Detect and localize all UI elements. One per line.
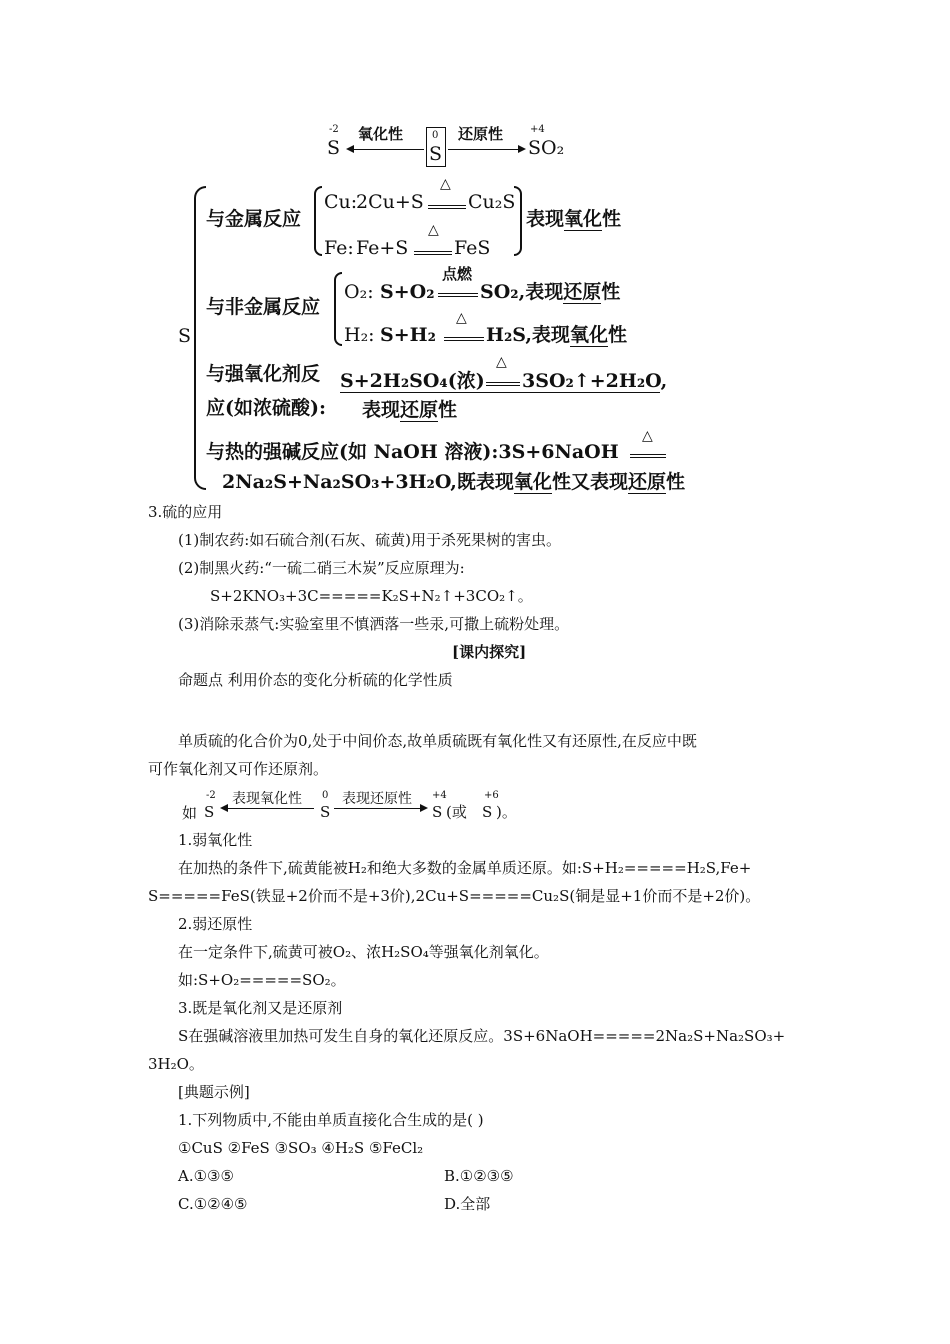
so2-right: SO₂ [528, 137, 565, 159]
h2-post: 性 [607, 324, 627, 346]
oxidant-res-pre: 表现 [362, 399, 401, 421]
nonmetal-reaction-label: 与非金属反应 [206, 296, 321, 318]
section3-p3: (3)消除汞蒸气:实验室里不慎洒落一些汞,可撒上硫粉处理。 [178, 615, 570, 633]
question-items: ①CuS ②FeS ③SO₃ ④H₂S ⑤FeCl₂ [178, 1139, 424, 1157]
s0: S [429, 143, 443, 165]
main-brace [194, 186, 206, 490]
metal-brace-right [514, 186, 522, 256]
h3-p2: 3H₂O。 [148, 1055, 204, 1073]
option-b[interactable]: B.①②③⑤ [444, 1167, 514, 1185]
heat-triangle: △ [440, 176, 451, 192]
chain-end: )。 [496, 803, 517, 821]
inquiry-topic: 命题点 利用价态的变化分析硫的化学性质 [178, 671, 453, 689]
chain-label-ox: 表现氧化性 [232, 791, 302, 807]
equals-line [630, 454, 666, 458]
h2-prefix: H₂: [344, 324, 375, 346]
chain-v1: -2 [206, 790, 216, 801]
h2-p2: 如:S+O₂=====SO₂。 [178, 971, 346, 989]
chain-arrow-ox [222, 808, 314, 809]
h2-rhs [486, 323, 627, 347]
cu-lhs: 2Cu+S [356, 191, 424, 213]
h3-title: 3.既是氧化剂又是还原剂 [178, 999, 343, 1017]
h1-title: 1.弱氧化性 [178, 831, 253, 849]
chain-v4: +6 [484, 790, 499, 801]
base-key2: 还原 [627, 471, 666, 493]
h1-p2: S=====FeS(铁显+2价而不是+3价),2Cu+S=====Cu₂S(铜是显+1价而不是+2价)。 [148, 887, 761, 905]
eq-underline [340, 392, 660, 393]
metal-result [526, 207, 621, 231]
oxidant-label-1: 与强氧化剂反 [206, 363, 321, 385]
fe-rhs: FeS [454, 237, 491, 259]
inquiry-heading: [课内探究] [452, 643, 527, 661]
chain-v2: 0 [322, 790, 329, 801]
base-key1: 氧化 [513, 471, 552, 493]
o2-rhs-text: SO₂,表现 [480, 281, 564, 303]
o2-rhs [480, 280, 620, 304]
o2-key: 还原 [563, 281, 602, 303]
inquiry-intro-1: 单质硫的化合价为0,处于中间价态,故单质硫既有氧化性又有还原性,在反应中既 [178, 732, 697, 750]
o2-post: 性 [601, 281, 621, 303]
chain-s3: S [432, 803, 443, 821]
reduction-label: 还原性 [458, 125, 504, 143]
equals-line [414, 251, 452, 255]
heat-triangle: △ [428, 222, 439, 238]
section3-p1: (1)制农药:如石硫合剂(石灰、硫黄)用于杀死果树的害虫。 [178, 531, 562, 549]
s0-valence: 0 [432, 130, 439, 141]
s-box [426, 127, 446, 167]
option-a[interactable]: A.①③⑤ [178, 1167, 234, 1185]
option-d[interactable]: D.全部 [444, 1195, 491, 1213]
result-key: 氧化 [564, 208, 603, 230]
h2-lhs: S+H₂ [380, 324, 436, 346]
section3-p2: (2)制黑火药:“一硫二硝三木炭”反应原理为: [178, 559, 465, 577]
cu-rhs: Cu₂S [468, 191, 516, 213]
oxidant-eq-lhs: S+2H₂SO₄(浓) [340, 370, 485, 392]
h2-key: 氧化 [569, 324, 608, 346]
h3-p1: S在强碱溶液里加热可发生自身的氧化还原反应。3S+6NaOH=====2Na₂S+Na₂SO₃+ [178, 1027, 786, 1045]
s-minus2-valence: -2 [329, 124, 339, 135]
chain-ru: 如 [182, 804, 198, 822]
equals-line [444, 337, 484, 341]
result-pre: 表现 [526, 208, 565, 230]
base-line-1: 与热的强碱反应(如 NaOH 溶液):3S+6NaOH [206, 441, 619, 463]
cu-prefix: Cu: [324, 191, 358, 213]
heat-triangle: △ [496, 354, 507, 370]
equals-line [486, 382, 520, 386]
chain-s4: S [482, 803, 493, 821]
equals-line [438, 293, 478, 297]
chain-s1: S [204, 803, 215, 821]
chain-v3: +4 [432, 790, 447, 801]
chain-or: (或 [446, 803, 467, 821]
ignite-label: 点燃 [442, 265, 473, 283]
metal-brace [314, 186, 322, 256]
h2-rhs-text: H₂S,表现 [486, 324, 570, 346]
chain-label-red: 表现还原性 [342, 791, 412, 807]
inquiry-intro-2: 可作氧化剂又可作还原剂。 [148, 760, 329, 778]
oxidant-res-key: 还原 [400, 399, 439, 421]
metal-reaction-label: 与金属反应 [206, 208, 302, 230]
result-post: 性 [602, 208, 622, 230]
root-s: S [178, 325, 192, 347]
chain-s2: S [320, 803, 331, 821]
oxidant-res-post: 性 [438, 399, 458, 421]
chain-arrow-red [334, 808, 426, 809]
fe-prefix: Fe: [324, 237, 354, 259]
oxidation-label: 氧化性 [358, 125, 404, 143]
heat-triangle: △ [456, 310, 467, 326]
nonmetal-brace [334, 272, 342, 346]
base-post: 性 [665, 471, 685, 493]
o2-prefix: O₂: [344, 281, 374, 303]
oxidant-result [362, 398, 457, 422]
oxidant-label-2: 应(如浓硫酸): [206, 397, 326, 419]
equals-line [428, 205, 466, 209]
o2-lhs: S+O₂ [380, 281, 435, 303]
oxidant-eq-rhs: 3SO₂↑+2H₂O, [522, 370, 668, 392]
section3-title: 3.硫的应用 [148, 503, 223, 521]
option-c[interactable]: C.①②④⑤ [178, 1195, 248, 1213]
s-left: S [327, 137, 341, 159]
h2-title: 2.弱还原性 [178, 915, 253, 933]
base-mid: 性又表现 [551, 471, 628, 493]
s-plus4-valence: +4 [530, 124, 545, 135]
reduction-arrow [448, 149, 524, 150]
h1-p1: 在加热的条件下,硫黄能被H₂和绝大多数的金属单质还原。如:S+H₂=====H₂S,Fe+ [178, 859, 752, 877]
question-1: 1.下列物质中,不能由单质直接化合生成的是( ) [178, 1111, 484, 1129]
base-line2-pre: 2Na₂S+Na₂SO₃+3H₂O,既表现 [222, 471, 514, 493]
heat-triangle: △ [642, 428, 653, 444]
base-line-2 [222, 470, 685, 494]
h2-p1: 在一定条件下,硫黄可被O₂、浓H₂SO₄等强氧化剂氧化。 [178, 943, 549, 961]
oxidation-arrow [348, 149, 424, 150]
fe-lhs: Fe+S [356, 237, 409, 259]
section3-p2-eq: S+2KNO₃+3C=====K₂S+N₂↑+3CO₂↑。 [210, 587, 533, 605]
example-heading: [典题示例] [178, 1083, 250, 1101]
